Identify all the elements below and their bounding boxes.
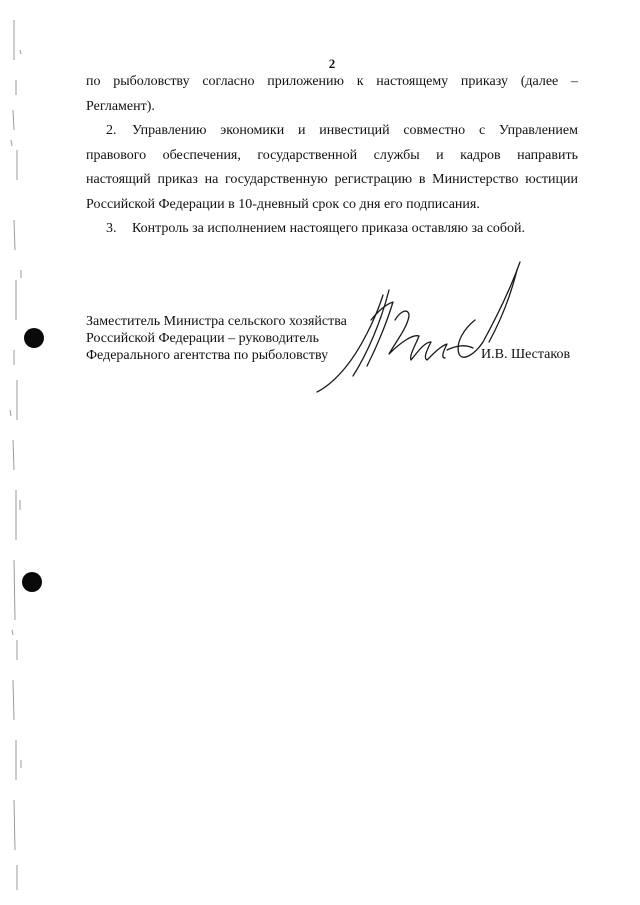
item-number: 3. — [106, 221, 117, 236]
list-item-2 — [86, 119, 578, 217]
position-line: Федерального агентства по рыболовству — [86, 348, 329, 363]
page-number: 2 — [328, 56, 336, 71]
text-line: Российской Федерации в 10-дневный срок со дня его подписания. — [86, 196, 480, 212]
punch-hole — [24, 328, 44, 348]
list-item-3 — [86, 217, 578, 242]
text-line: Регламент). — [86, 98, 155, 114]
signer-name: И.В. Шестаков — [481, 347, 571, 362]
text-line: правового обеспечения, государственной службы и кадров направить — [86, 147, 578, 163]
item-text: Контроль за исполнением настоящего приказа оставляю за собой. — [132, 221, 526, 236]
position-line: Заместитель Министра сельского хозяйства — [86, 314, 347, 329]
text-line — [86, 119, 578, 144]
paragraph-continuation — [86, 70, 578, 119]
item-text: Управлению экономики и инвестиций совместно с Управлением — [132, 123, 578, 138]
text-line — [86, 217, 578, 242]
item-number: 2. — [106, 123, 117, 138]
position-line: Российской Федерации – руководитель — [86, 331, 319, 346]
text-line: настоящий приказ на государственную регистрацию в Министерство юстиции — [86, 172, 578, 187]
scan-edge-noise — [8, 20, 26, 890]
text-line: по рыболовству согласно приложению к настоящему приказу (далее – — [86, 74, 578, 89]
handwritten-signature — [305, 250, 535, 400]
punch-hole — [22, 572, 42, 592]
